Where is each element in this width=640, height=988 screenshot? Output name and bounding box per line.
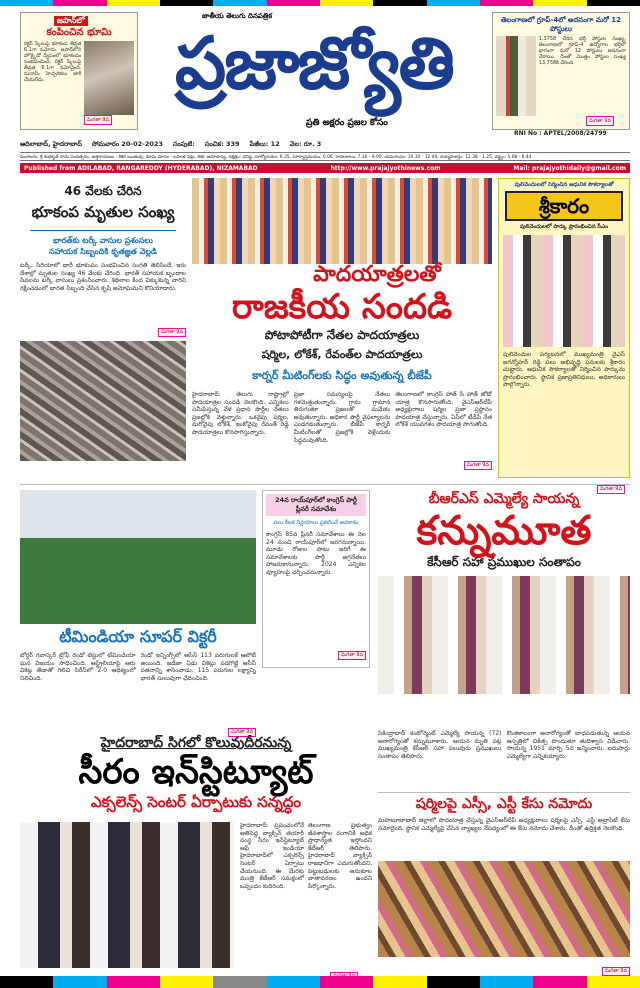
lead-headline: రాజకీయ సందడి: [231, 287, 453, 327]
dateline-date: సోమవారం 20-02-2023: [91, 140, 163, 148]
cricket-story[interactable]: [20, 626, 256, 735]
rni-number: RNI No : APTEL/2008/24799: [514, 130, 607, 137]
left-teaser[interactable]: [20, 12, 138, 130]
srikaram-kicker: పులివెందులలో నిర్మించిన ఆధునిక సౌకర్యాలతో: [514, 182, 614, 188]
sharmila-story[interactable]: [378, 792, 630, 974]
sharmila-body: మహబూబాబాద్ జిల్లాలో పాదయాత్ర చేస్తున్న వైఎస్‌ఆర్‌టీపీ అధ్యక్షురాలు షర్మిలపై ఎస్సీ, ఎస్టీ అట్రాసిటీ కేసు నమోదైంది. స్థానిక ఎమ్మెల్యేపై చేసిన వ్యాఖ్యల నేపథ్యంలో ఈ కేసు నమోదు చేశారు. దీంతో ఉద్రిక్తత నెలకొంది.: [378, 817, 630, 832]
lead-col3: తెలంగాణలో కాంగ్రెస్ హాత్ సే హాత్ జోడో యాత్ర కొనసాగుతోంది. వైఎస్‌ఆర్‌టీపీ అధ్యక్షురాలు షర్మిల ప్రజా ప్రస్థానం పాదయాత్ర చేస్తున్నారు. ఏపీలో టీడీపీ నేత లోకేశ్ యువగళం పాదయాత్ర సాగుతోంది.: [395, 391, 493, 429]
cricket-col2: రెండో ఇన్నింగ్స్‌లో ఆసీస్ 113 పరుగులకే ఆలౌట్ అయింది. జడేజా ఏడు వికెట్లు పడగొట్టి ఆసీస్ పతనాన్ని శాసించాడు. 115 పరుగుల లక్ష్యాన్ని భారత్ సులువుగా ఛేదించింది.: [140, 652, 256, 682]
mla-sub: కేసీఆర్ సహా ప్రముఖుల సంతాపం: [427, 555, 581, 569]
quake-story[interactable]: [20, 178, 186, 478]
sharmila-headline: షర్మిలపై ఎస్సీ, ఎస్టీ కేసు నమోదు: [415, 796, 593, 812]
quake-sub2: సహాయక సిబ్బందికి కృతజ్ఞత వెల్లడి: [49, 247, 157, 256]
publisher-line: Published from ADILABAD, RANGAREDDY (HYDERABAD), NIZAMABAD: [24, 164, 258, 172]
quake-sub1: భారత్‌కు టర్కీ వాసుల ప్రశంసలు: [53, 236, 153, 245]
rubble-photo: [20, 341, 186, 461]
right-teaser-text: 1,3758 చేరిన భర్తీ పోస్టుల సంఖ్య. తెలంగాణలో గ్రూప్-4 ఉద్యోగాల భర్తీలో భాగంగా మరో 12 పోస్టులు అదనంగా చేరాయి. దీంతో మొత్తం పోస్టుల సంఖ్య 13,758కి చేరింది.: [538, 36, 626, 66]
dateline: [20, 140, 630, 151]
cricket-headline: టీమిండియా సూపర్ విక్టరీ: [59, 627, 217, 646]
lead-sub1: పోటాపోటీగా నేతల పాదయాత్రలు: [264, 328, 420, 342]
srikaram-story[interactable]: [498, 178, 630, 492]
continued-tag: మిగతా 9వ: [228, 728, 256, 737]
serum-sub: ఎక్సలెన్స్ సెంటర్ ఏర్పాటుకు సన్నద్ధం: [91, 793, 301, 811]
serum-headline: సీరం ఇన్‌స్టిట్యూట్: [78, 752, 314, 792]
mla-col2: కొంతకాలంగా అనారోగ్యంతో బాధపడుతున్న ఆయన ఆస్పత్రిలో చికిత్స పొందుతూ తుదిశ్వాస విడిచారు. సాయన్న 1951 మార్చి 5న జన్మించారు. ఐదుసార్లు ఎమ్మెల్యేగా ఎన్నికయ్యారు.: [506, 730, 630, 760]
continued-tag: మిగతా 9వ: [602, 967, 630, 976]
serum-headline-block[interactable]: [20, 734, 372, 818]
lead-story[interactable]: [192, 262, 492, 478]
dateline-pages: పేజీలు: 12: [249, 140, 280, 148]
continued-tag: మిగతా 9వ: [586, 116, 614, 126]
rally-photo: [192, 178, 492, 264]
publisher-bar: [20, 163, 630, 173]
srikaram-headline: శ్రీకారం: [505, 191, 623, 221]
email-link[interactable]: Mail: prajajyothidaily@gmail.com: [513, 164, 626, 172]
lead-col1: హైదరాబాద్: తెలుగు రాష్ట్రాల్లో పాదయాత్రల సందడి నెలకొంది. ఎన్నికలు సమీపిస్తున్న వేళ ప్రధాన పార్టీల నేతలు ప్రజల్లోకి వెళ్తున్నారు. ఒకవైపు షర్మిల, మరోవైపు లోకేశ్, ఇంకోవైపు రేవంత్ రెడ్డి పాదయాత్రలు కొనసాగిస్తున్నారు.: [192, 391, 289, 436]
quake-kicker: 46 వేలకు చేరిన: [64, 184, 142, 198]
website-link[interactable]: http://www.prajajyothinews.com: [330, 164, 441, 172]
dateline-volume: సంపుటి:: [172, 140, 195, 148]
lead-sub2: షర్మిల, లోకేశ్, రేవంత్‌ల పాదయాత్రలు: [261, 348, 423, 361]
serum-kicker: హైదరాబాద్ సిగలో కొలువుదీరనున్న: [100, 735, 292, 751]
srikaram-body: పులివెందుల పర్యటనలో ముఖ్యమంత్రి వైఎస్ జగన్మోహన్ రెడ్డి పలు అభివృద్ధి పనులకు శ్రీకారం చుట్టారు. ఆధునిక సౌకర్యాలతో నిర్మించిన పార్కును ప్రారంభించారు. స్థానిక ప్రజాప్రతినిధులు, అధికారులు పాల్గొన్నారు.: [503, 351, 625, 389]
serum-col1: హైదరాబాద్: ప్రపంచంలోనే అతిపెద్ద వ్యాక్సిన్ తయారీ సంస్థ సీరం ఇన్‌స్టిట్యూట్ ఆఫ్ ఇండియా హైదరాబాద్‌లో ఎక్సలెన్స్ సెంటర్ ఏర్పాటు చేయనుంది. ఈ మేరకు మంత్రి కేటీఆర్ సమక్షంలో ఒప్పందం కుదిరింది.: [240, 822, 304, 890]
motto: ప్రతి అక్షరం ప్రజల కోసం: [306, 118, 388, 128]
mla-story[interactable]: [378, 490, 630, 726]
mla-body: [378, 730, 630, 788]
quake-body: టర్కీ, సిరియాలో భారీ భూకంపం సంభవించిన సంగతి తెలిసిందే. ఇరు దేశాల్లో మృతుల సంఖ్య 46 వేలకు చేరింది. భారత్ సహాయక బృందాల సేవలను టర్కీ వాసులు ప్రశంసించారు. శిథిలాల కింద చిక్కుకున్న వారిని రక్షించడంలో భారత సిబ్బంది చేసిన కృషి అమోఘమని కొనియాడారు.: [20, 262, 186, 292]
bottom-color-strip: [0, 976, 640, 988]
congress-body: కాంగ్రెస్ 85వ ప్లీనరీ సమావేశాలు ఈ నెల 24 నుంచి రాయ్‌పూర్‌లో జరగనున్నాయి. మూడు రోజుల పాటు జరిగే ఈ సమావేశాలకు పార్టీ అగ్రనేతలు హాజరుకానున్నారు. 2024 ఎన్నికల వ్యూహంపై చర్చించనున్నారు.: [266, 531, 366, 576]
masthead-title: ప్రజాజ్యోతి: [175, 20, 453, 105]
dateline-price: వెల: రూ. 3: [289, 140, 322, 148]
right-teaser[interactable]: [492, 12, 630, 130]
inauguration-photo: [503, 235, 625, 347]
dateline-issue: సంచిక: 339: [204, 140, 240, 148]
cricket-photo: [20, 490, 256, 624]
section-divider: [20, 484, 630, 485]
print-color-strip: [0, 0, 640, 6]
srikaram-sub: పులివెందులలో పార్కు ప్రారంభించిన సీఎం: [519, 224, 609, 230]
left-teaser-title: కంపించిన భూమి: [46, 27, 112, 38]
quake-photo: [84, 41, 134, 115]
left-teaser-text: రిక్టర్ స్కేలుపై భూకంప తీవ్రత 6.1గా నమోదు. జపాన్‌లోని హొక్కైడో ద్వీపంలో భూకంపం సంభవించింది. రిక్టర్ స్కేలుపై తీవ్రత 6.1గా నమోదైంది. సునామీ హెచ్చరికలు జారీ చేయలేదు.: [24, 41, 82, 83]
mla-kicker: బీఆర్ఎస్ ఎమ్మెల్యే సాయన్న: [428, 491, 580, 507]
tagline: జాతీయ తెలుగు దినపత్రిక: [202, 12, 272, 20]
congress-kicker: 24న రాయ్‌పూర్‌లో కాంగ్రెస్ పార్టీ ప్లీనరీ సమావేశం: [266, 494, 366, 516]
quake-headline: భూకంప మృతుల సంఖ్య: [31, 203, 175, 221]
left-teaser-kicker: జపాన్‌లో: [54, 16, 88, 26]
mla-headline: కన్నుమూత: [416, 508, 592, 554]
lead-kicker: పాదయాత్రలతో: [313, 262, 441, 287]
mla-col1: సికింద్రాబాద్ కంటోన్మెంట్ ఎమ్మెల్యే సాయన్న (72) అనారోగ్యంతో కన్నుమూశారు. ఆయన మృతి పట్ల ముఖ్యమంత్రి కేసీఆర్ సహా పలువురు ప్రముఖులు సంతాపం తెలిపారు.: [378, 730, 502, 760]
continued-tag: మిగతా 9వ: [158, 328, 186, 337]
teaser-photo: [496, 36, 536, 116]
continued-tag: మిగతా 9వ: [338, 651, 366, 660]
congress-story[interactable]: [262, 490, 370, 668]
congress-sub: పలు కీలక నిర్ణయాలు ప్రకటించే అవకాశం: [273, 520, 359, 526]
continued-tag: మిగతా 9వ: [84, 115, 112, 125]
panchangam: పంచాంగం: శ్రీ శుభకృత్ నామ సంవత్సరం, ఉత్తరాయణం - శిశిర ఋతువు, మాఘ మాసం - బహుళ పక్షం, తిథి: అమావాస్య, నక్షత్రం: ధనిష్ఠ, సూర్యోదయం: 6.35, సూర్యాస్తమయం: 6.06, రాహుకాలం: 7.30 - 9.00, యమగండం: 10.30 - 12.00, దుర్ముహూర్తం: 12.38 - 1.25, వర్జ్యం: 5.08 - 6.44: [20, 152, 630, 161]
cricket-col1: బోర్డర్ గవాస్కర్ ట్రోఫీ రెండో టెస్టులో టీమిండియా ఘన విజయం సాధించింది. ఆస్ట్రేలియాపై ఆరు వికెట్ల తేడాతో గెలిచి సిరీస్‌లో 2-0 ఆధిక్యంలో నిలిచింది.: [20, 652, 136, 682]
right-teaser-title: తెలంగాణలో గ్రూప్-4లో అదనంగా మరో 12 పోస్టులు: [500, 16, 622, 33]
continued-tag: మిగతా 9వ: [464, 461, 492, 470]
serum-body: [240, 822, 372, 968]
lead-sub3: కార్నర్ మీటింగ్‌లకు సిద్ధం అవుతున్న బీజేపీ: [252, 369, 432, 382]
masthead: [146, 10, 482, 142]
lead-col2: ప్రజా సమస్యలపై నేతలు గళమెత్తుతున్నారు. గ్రామ గ్రామాన తిరుగుతూ ప్రజలతో మమేకం అవుతున్నారు. అధికార పార్టీ వైఫల్యాలను ఎండగడుతున్నారు. బీజేపీ కార్నర్ మీటింగ్‌లతో ప్రజల్లోకి వెళ్లేందుకు సిద్ధమవుతోంది.: [293, 391, 391, 444]
condolence-photo: [378, 576, 630, 694]
sharmila-photo: [378, 861, 630, 957]
dateline-place: ఆదిలాబాద్, హైదరాబాద్: [20, 140, 82, 148]
serum-col2: తెలంగాణ ప్రభుత్వం జీవశాస్త్రాల రంగానికి అధిక ప్రాధాన్యత ఇస్తోందని కేటీఆర్ తెలిపారు. హైదరాబాద్ వ్యాక్సిన్ రాజధానిగా ఎదుగుతోందని, పెట్టుబడులకు అనుకూల వాతావరణం ఉందని పేర్కొన్నారు.: [308, 822, 372, 890]
continued-tag: మిగతా 9వ: [597, 485, 625, 494]
ktr-photo: [20, 822, 234, 968]
